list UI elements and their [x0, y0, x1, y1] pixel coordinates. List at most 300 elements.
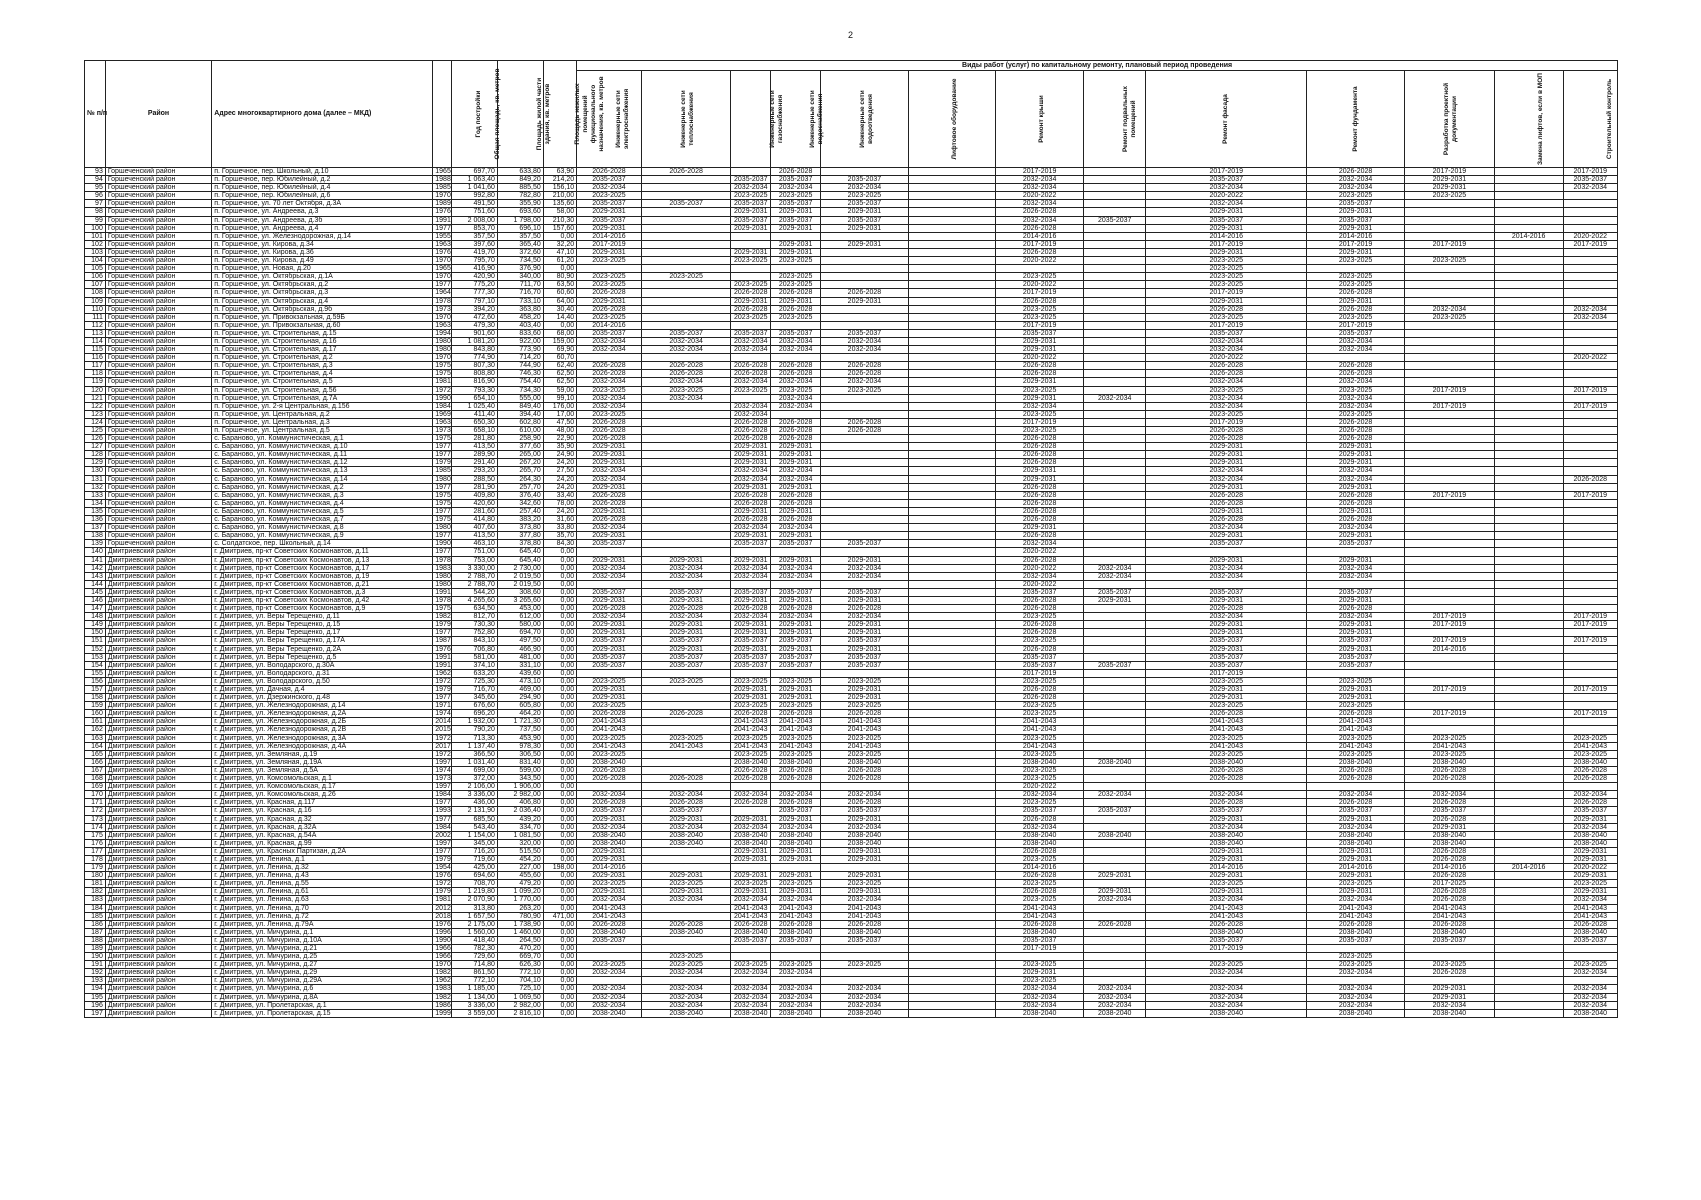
table-cell: 133 [85, 491, 106, 499]
table-cell: 0,00 [543, 953, 576, 961]
table-cell: г. Дмитриев, ул. Володарского, д.31 [212, 669, 433, 677]
table-cell [641, 516, 731, 524]
table-cell [908, 524, 996, 532]
table-cell [641, 483, 731, 491]
table-cell [908, 669, 996, 677]
table-cell: 2017-2019 [577, 240, 642, 248]
table-cell: 2026-2028 [731, 362, 771, 370]
table-cell: 453,00 [497, 605, 543, 613]
table-cell [641, 224, 731, 232]
table-cell [1307, 669, 1405, 677]
table-cell: 0,00 [543, 945, 576, 953]
table-cell [1083, 953, 1146, 961]
table-cell [908, 904, 996, 912]
table-cell: 2029-2031 [996, 378, 1084, 386]
table-cell: 2029-2031 [731, 451, 771, 459]
table-cell: г. Дмитриев, ул. Мичурина, д.1 [212, 928, 433, 936]
table-cell: 2038-2040 [1146, 831, 1307, 839]
table-cell: 2029-2031 [1146, 532, 1307, 540]
table-cell: 2032-2034 [1146, 467, 1307, 475]
table-cell [1494, 184, 1563, 192]
table-cell [908, 799, 996, 807]
table-cell: 751,60 [452, 208, 498, 216]
table-cell: 1980 [433, 337, 452, 345]
table-cell: Дмитриевский район [105, 847, 211, 855]
table-cell: 2029-2031 [1146, 297, 1307, 305]
table-cell [1083, 516, 1146, 524]
table-cell: 120 [85, 386, 106, 394]
table-cell: 2035-2037 [1146, 176, 1307, 184]
table-cell: 1975 [433, 435, 452, 443]
table-row [85, 1009, 1618, 1017]
table-cell: г. Дмитриев, ул. Красная, д.32А [212, 823, 433, 831]
table-cell: г. Дмитриев, ул. Земляная, д.19А [212, 758, 433, 766]
table-cell: 2026-2028 [771, 289, 821, 297]
table-cell: 2023-2025 [771, 961, 821, 969]
table-cell [731, 265, 771, 273]
table-cell: 439,20 [497, 815, 543, 823]
table-cell: 2038-2040 [1083, 1009, 1146, 1017]
table-cell: 466,90 [497, 645, 543, 653]
table-row [85, 184, 1618, 192]
table-cell: г. Дмитриев, ул. Веры Терещенко, д.17 [212, 629, 433, 637]
table-cell [908, 265, 996, 273]
table-cell: 2041-2043 [1146, 904, 1307, 912]
table-cell: 2017-2019 [1405, 621, 1495, 629]
table-cell: 2029-2031 [577, 872, 642, 880]
table-cell: 2032-2034 [771, 969, 821, 977]
table-cell: Дмитриевский район [105, 734, 211, 742]
table-cell: 2032-2034 [771, 337, 821, 345]
table-cell: 2032-2034 [1083, 572, 1146, 580]
table-cell: 2029-2031 [641, 596, 731, 604]
table-cell: Горшеченский район [105, 499, 211, 507]
table-cell: 2038-2040 [771, 831, 821, 839]
table-cell [908, 588, 996, 596]
table-cell: 2015 [433, 726, 452, 734]
table-cell: 2023-2025 [1146, 734, 1307, 742]
table-cell: 383,20 [497, 516, 543, 524]
table-cell: 1983 [433, 564, 452, 572]
table-cell [1083, 451, 1146, 459]
table-cell: 2032-2034 [1563, 305, 1617, 313]
table-cell [1563, 540, 1617, 548]
table-cell: 2032-2034 [996, 1001, 1084, 1009]
table-cell: 2032-2034 [1146, 346, 1307, 354]
table-cell: 2026-2028 [577, 289, 642, 297]
table-cell [577, 265, 642, 273]
table-cell: 2035-2037 [821, 807, 909, 815]
table-cell [1083, 184, 1146, 192]
table-cell [908, 297, 996, 305]
table-cell: 2017-2019 [1146, 669, 1307, 677]
table-cell [1494, 847, 1563, 855]
table-cell: 95 [85, 184, 106, 192]
table-cell: 2035-2037 [821, 653, 909, 661]
table-cell: 2038-2040 [731, 758, 771, 766]
table-cell: п. Горшечное, ул. Центральная, д.3 [212, 418, 433, 426]
table-cell: 1979 [433, 855, 452, 863]
table-cell: 2029-2031 [771, 815, 821, 823]
table-cell: Дмитриевский район [105, 621, 211, 629]
table-cell: 394,40 [497, 410, 543, 418]
table-cell: 115 [85, 346, 106, 354]
table-cell: 2026-2028 [996, 362, 1084, 370]
table-row [85, 224, 1618, 232]
table-cell: 2029-2031 [821, 872, 909, 880]
table-cell [908, 200, 996, 208]
table-cell: 2029-2031 [821, 224, 909, 232]
table-row [85, 257, 1618, 265]
table-cell [641, 936, 731, 944]
table-cell: 2026-2028 [731, 710, 771, 718]
table-cell [1405, 540, 1495, 548]
table-cell: 2035-2037 [1307, 936, 1405, 944]
table-cell: 2029-2031 [731, 556, 771, 564]
table-cell: 2029-2031 [821, 556, 909, 564]
table-cell: 2026-2028 [821, 605, 909, 613]
table-cell: 2023-2025 [1563, 734, 1617, 742]
table-cell: 772,10 [452, 977, 498, 985]
table-cell: 363,80 [497, 305, 543, 313]
table-cell: 2026-2028 [996, 645, 1084, 653]
table-cell: г. Дмитриев, ул. Железнодорожная, д.2Б [212, 718, 433, 726]
table-cell: 2041-2043 [1307, 742, 1405, 750]
table-cell [731, 240, 771, 248]
table-cell: Дмитриевский район [105, 791, 211, 799]
table-cell: 2017-2019 [996, 240, 1084, 248]
table-cell: Дмитриевский район [105, 1001, 211, 1009]
header-address: Адрес многоквартирного дома (далее – МКД) [212, 61, 433, 168]
table-cell [1563, 394, 1617, 402]
table-cell: 2035-2037 [731, 936, 771, 944]
table-cell: 2032-2034 [1146, 394, 1307, 402]
table-cell: 2029-2031 [1146, 694, 1307, 702]
table-cell: Горшеченский район [105, 370, 211, 378]
table-cell: Горшеченский район [105, 354, 211, 362]
table-row [85, 410, 1618, 418]
table-cell: 1974 [433, 766, 452, 774]
table-cell [1494, 329, 1563, 337]
table-cell: 2035-2037 [1563, 936, 1617, 944]
table-cell: 2032-2034 [577, 572, 642, 580]
table-cell [1494, 605, 1563, 613]
table-cell: 2032-2034 [731, 337, 771, 345]
table-cell: 2026-2028 [996, 596, 1084, 604]
table-cell [1494, 321, 1563, 329]
header-year: Год постройки [433, 61, 452, 168]
table-cell [1494, 443, 1563, 451]
table-cell: 2038-2040 [996, 928, 1084, 936]
table-cell: Горшеченский район [105, 443, 211, 451]
table-cell: 2026-2028 [1307, 168, 1405, 176]
table-cell: 103 [85, 248, 106, 256]
table-cell: 2041-2043 [1307, 718, 1405, 726]
table-cell [1083, 742, 1146, 750]
table-cell: 2032-2034 [641, 613, 731, 621]
table-cell [821, 257, 909, 265]
table-cell [1083, 337, 1146, 345]
table-cell: 2032-2034 [771, 524, 821, 532]
table-cell: 2032-2034 [1563, 823, 1617, 831]
table-cell: п. Горшечное, ул. Октябрьская, д.3 [212, 289, 433, 297]
table-cell: 2026-2028 [1146, 605, 1307, 613]
table-cell: 2 036,40 [497, 807, 543, 815]
table-cell: 2041-2043 [641, 742, 731, 750]
table-cell [641, 475, 731, 483]
table-cell: 267,20 [497, 459, 543, 467]
table-cell [821, 451, 909, 459]
table-cell: с. Бараново, ул. Коммунистическая, д.12 [212, 459, 433, 467]
table-cell: с. Солдатское, пер. Школьный, д.14 [212, 540, 433, 548]
table-cell: 2023-2025 [996, 702, 1084, 710]
table-cell: 2032-2034 [1146, 896, 1307, 904]
table-cell: 2026-2028 [771, 920, 821, 928]
table-cell [641, 305, 731, 313]
table-cell: 2026-2028 [731, 499, 771, 507]
table-cell: Дмитриевский район [105, 572, 211, 580]
table-cell: 0,00 [543, 686, 576, 694]
table-cell: 2032-2034 [1083, 394, 1146, 402]
table-cell: 0,00 [543, 710, 576, 718]
table-cell: 2035-2037 [771, 200, 821, 208]
table-cell [641, 354, 731, 362]
table-cell: 2026-2028 [1146, 362, 1307, 370]
table-cell [821, 443, 909, 451]
table-row [85, 580, 1618, 588]
table-row [85, 475, 1618, 483]
table-cell: 2023-2025 [821, 192, 909, 200]
table-cell: 2 982,00 [497, 1001, 543, 1009]
table-cell: 2035-2037 [577, 216, 642, 224]
header-work-12: Строительный контроль [1563, 71, 1617, 168]
table-cell: 2035-2037 [771, 329, 821, 337]
table-cell: 2038-2040 [1405, 839, 1495, 847]
table-cell: 2023-2025 [1405, 961, 1495, 969]
table-cell [1083, 548, 1146, 556]
table-cell: 2029-2031 [577, 459, 642, 467]
table-cell: 0,00 [543, 702, 576, 710]
table-cell: 2026-2028 [731, 435, 771, 443]
table-cell: 2032-2034 [1307, 337, 1405, 345]
table-cell: Горшеченский район [105, 321, 211, 329]
table-cell: 2026-2028 [771, 710, 821, 718]
table-cell [1405, 556, 1495, 564]
table-cell: 2020-2022 [1563, 354, 1617, 362]
table-cell: 2029-2031 [731, 459, 771, 467]
table-row [85, 791, 1618, 799]
table-cell [1083, 524, 1146, 532]
table-cell: г. Дмитриев, ул. Земляная, д.19 [212, 750, 433, 758]
table-row [85, 459, 1618, 467]
table-cell: 1976 [433, 920, 452, 928]
table-cell: 2032-2034 [577, 467, 642, 475]
table-cell: 458,20 [497, 313, 543, 321]
table-cell: 2041-2043 [1146, 912, 1307, 920]
table-cell [1083, 694, 1146, 702]
table-cell: 2017-2019 [996, 289, 1084, 297]
table-cell: 0,00 [543, 839, 576, 847]
table-cell: 2023-2025 [996, 855, 1084, 863]
table-cell [821, 580, 909, 588]
table-cell [1146, 548, 1307, 556]
table-cell: 2032-2034 [771, 823, 821, 831]
table-cell: 2029-2031 [1405, 184, 1495, 192]
table-cell: 143 [85, 572, 106, 580]
table-cell: 2029-2031 [771, 645, 821, 653]
table-cell [908, 645, 996, 653]
table-cell: 257,40 [497, 507, 543, 515]
table-cell: 123 [85, 410, 106, 418]
table-cell: 2026-2028 [996, 451, 1084, 459]
table-cell: 2023-2025 [1405, 192, 1495, 200]
table-cell: 196 [85, 1001, 106, 1009]
table-cell: 2023-2025 [731, 386, 771, 394]
table-cell: 2023-2025 [996, 961, 1084, 969]
table-cell: 2035-2037 [1307, 637, 1405, 645]
table-cell: 2026-2028 [821, 920, 909, 928]
table-cell: 2 788,70 [452, 580, 498, 588]
table-cell: 2032-2034 [641, 572, 731, 580]
table-cell: Горшеченский район [105, 176, 211, 184]
table-cell: г. Дмитриев, ул. Красная, д.32 [212, 815, 433, 823]
table-cell: 2023-2025 [577, 677, 642, 685]
table-cell [1494, 629, 1563, 637]
table-cell [821, 945, 909, 953]
table-cell [1083, 208, 1146, 216]
table-cell: 35,70 [543, 532, 576, 540]
table-cell [908, 313, 996, 321]
table-cell: 2032-2034 [821, 823, 909, 831]
table-cell [771, 410, 821, 418]
table-cell: 599,00 [497, 766, 543, 774]
table-cell [1563, 580, 1617, 588]
table-cell [1563, 451, 1617, 459]
table-row [85, 540, 1618, 548]
table-row [85, 289, 1618, 297]
table-cell [641, 192, 731, 200]
table-cell: 2038-2040 [1307, 1009, 1405, 1017]
table-cell: 2029-2031 [577, 297, 642, 305]
table-cell: 0,00 [543, 750, 576, 758]
table-cell: 2017-2019 [1563, 240, 1617, 248]
table-cell: 2032-2034 [1307, 176, 1405, 184]
table-cell: 775,20 [452, 281, 498, 289]
table-cell: 406,80 [497, 799, 543, 807]
table-cell: 2023-2025 [1405, 257, 1495, 265]
table-cell: г. Дмитриев, ул. Ленина, д.1 [212, 855, 433, 863]
table-cell [908, 953, 996, 961]
table-cell [641, 467, 731, 475]
table-cell: 2032-2034 [731, 184, 771, 192]
table-cell: 0,00 [543, 936, 576, 944]
table-cell [771, 548, 821, 556]
table-cell [908, 969, 996, 977]
table-cell: 2026-2028 [1563, 920, 1617, 928]
table-cell: 69,90 [543, 346, 576, 354]
table-cell [908, 605, 996, 613]
table-cell [1083, 556, 1146, 564]
table-cell: 1955 [433, 232, 452, 240]
table-cell: 2032-2034 [1307, 823, 1405, 831]
table-cell: 2023-2025 [1405, 313, 1495, 321]
table-cell: 2038-2040 [821, 839, 909, 847]
table-cell: 2029-2031 [1405, 176, 1495, 184]
table-cell: 2029-2031 [1307, 645, 1405, 653]
table-cell: 2023-2025 [1307, 410, 1405, 418]
table-cell [641, 176, 731, 184]
table-cell: 754,40 [497, 378, 543, 386]
table-cell [1563, 281, 1617, 289]
table-cell: 716,70 [497, 289, 543, 297]
table-cell: 2029-2031 [821, 621, 909, 629]
header-district: Район [105, 61, 211, 168]
table-cell [1083, 855, 1146, 863]
table-cell [821, 491, 909, 499]
table-cell: Горшеченский район [105, 394, 211, 402]
table-cell: 1971 [433, 702, 452, 710]
table-cell: 2035-2037 [1146, 588, 1307, 596]
table-cell: 2032-2034 [771, 1001, 821, 1009]
table-cell [1405, 451, 1495, 459]
table-cell: 0,00 [543, 880, 576, 888]
table-cell: 2032-2034 [821, 1001, 909, 1009]
table-cell: 2026-2028 [1146, 499, 1307, 507]
table-cell: Дмитриевский район [105, 742, 211, 750]
table-cell [1083, 443, 1146, 451]
table-cell: г. Дмитриев, ул. Красных Партизан, д.2А [212, 847, 433, 855]
table-cell [731, 580, 771, 588]
table-cell [1563, 435, 1617, 443]
table-cell: 2026-2028 [996, 629, 1084, 637]
table-cell [641, 232, 731, 240]
table-cell: 100 [85, 224, 106, 232]
table-cell: 2029-2031 [1083, 888, 1146, 896]
table-cell: 1969 [433, 410, 452, 418]
table-cell: 2023-2025 [821, 750, 909, 758]
table-cell: Дмитриевский район [105, 799, 211, 807]
table-cell: 2026-2028 [641, 168, 731, 176]
table-cell: 2038-2040 [771, 839, 821, 847]
table-cell: 2032-2034 [731, 467, 771, 475]
table-cell: Дмитриевский район [105, 702, 211, 710]
table-cell: 2023-2025 [641, 386, 731, 394]
table-cell: 2035-2037 [641, 807, 731, 815]
table-row [85, 532, 1618, 540]
table-cell: 2026-2028 [577, 370, 642, 378]
table-cell [1494, 410, 1563, 418]
table-cell: 2032-2034 [1146, 1001, 1307, 1009]
table-cell [996, 265, 1084, 273]
table-cell: 294,90 [497, 694, 543, 702]
table-cell: 676,60 [452, 702, 498, 710]
table-cell [908, 337, 996, 345]
table-cell: 2035-2037 [731, 200, 771, 208]
table-cell: 2023-2025 [821, 734, 909, 742]
table-cell: 2023-2025 [731, 313, 771, 321]
table-cell: 2032-2034 [771, 467, 821, 475]
table-cell [641, 208, 731, 216]
table-cell [908, 273, 996, 281]
table-cell [1563, 273, 1617, 281]
table-cell [1083, 580, 1146, 588]
table-cell: 2035-2037 [641, 653, 731, 661]
table-cell: 1990 [433, 540, 452, 548]
table-cell [1563, 524, 1617, 532]
table-cell [908, 718, 996, 726]
table-cell [641, 459, 731, 467]
table-row [85, 961, 1618, 969]
